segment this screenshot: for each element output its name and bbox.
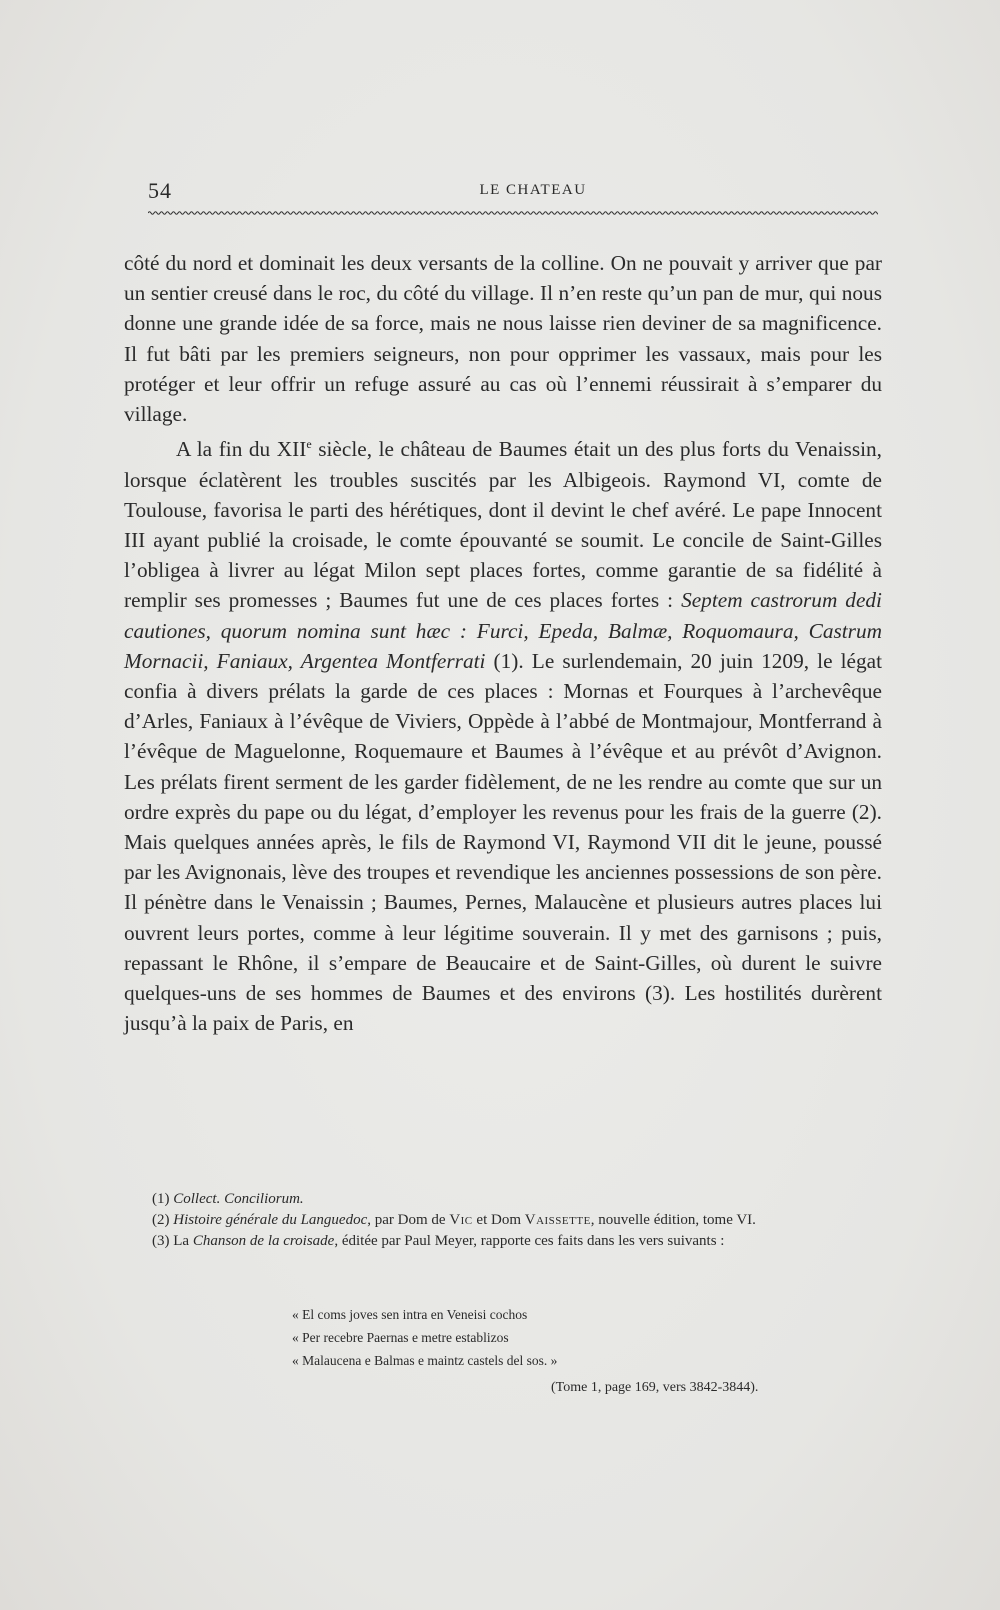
verse-citation: (Tome 1, page 169, vers 3842-3844). xyxy=(551,1380,759,1395)
verse-line: « Malaucena e Balmas e maintz castels del sos. » xyxy=(292,1353,558,1368)
running-title: LE CHATEAU xyxy=(479,182,587,198)
footnotes xyxy=(124,1189,880,1252)
verse-line: « El coms joves sen intra en Veneisi cochos xyxy=(292,1307,528,1322)
decorative-wavy-rule xyxy=(148,210,878,216)
verse-line: « Per recebre Paernas e metre establizos xyxy=(292,1330,509,1345)
page-header xyxy=(148,178,878,208)
paragraph-2: A la fin du XIIe siècle, le château de Baumes était un des plus forts du Venaissin, lorsque éclatèrent les troubles suscités par les Albigeois. Raymond VI, comte de Toulouse, favorisa le parti des hérétiques, dont il devint le chef avéré. Le pape Innocent III ayant publié la croisade, le comte épouvanté se soumit. Le concile de Saint-Gilles l’obligea à livrer au légat Milon sept places fortes, comme garantie de sa fidélité à remplir ses promesses ; Baumes fut une de ces places fortes : Septem castrorum dedi cautiones, quorum nomina sunt hæc : Furci, Epeda, Balmæ, Roquomaura, Castrum Mornacii, Faniaux, Argentea Montferrati (1). Le surlendemain, 20 juin 1209, le légat confia à divers prélats la garde de ces places : Mornas et Fourques à l’archevêque d’Arles, Faniaux à l’évêque de Viviers, Oppède à l’abbé de Montmajour, Montferrand à l’évêque de Maguelonne, Roquemaure et Baumes à l’évêque et au prévôt d’Avignon. Les prélats firent serment de les garder fidèlement, de ne les rendre au comte que sur un ordre exprès du pape ou du légat, d’employer les revenus pour les frais de la guerre (2). Mais quelques années après, le fils de Raymond VI, Raymond VII dit le jeune, poussé par les Avignonais, lève des troupes et revendique les anciennes possessions de son père. Il pénètre dans le Venaissin ; Baumes, Pernes, Malaucène et plusieurs autres places lui ouvrent leurs portes, comme à leur légitime souverain. Il y met des garnisons ; puis, repassant le Rhône, il s’empare de Beaucaire et de Saint-Gilles, où durent le suivre quelques-uns de ses hommes de Baumes et des environs (3). Les hostilités durèrent jusqu’à la paix de Paris, en xyxy=(124,437,883,1036)
main-text xyxy=(124,248,882,1038)
footnote-3: (3) La Chanson de la croisade, éditée par Paul Meyer, rapporte ces faits dans les vers suivants : xyxy=(152,1233,725,1249)
footnote-1: (1) Collect. Conciliorum. xyxy=(152,1191,304,1207)
footnote-2: (2) Histoire générale du Languedoc, par Dom de Vic et Dom Vaissette, nouvelle édition, tome VI. xyxy=(152,1212,756,1228)
page-number: 54 xyxy=(148,178,172,203)
verse-quotation xyxy=(292,1303,772,1372)
latin-quote: Septem castrorum dedi cautiones, quorum nomina sunt hæc : Furci, Epeda, Balmæ, Roquomaura, Castrum Mornacii, Faniaux, Argentea Montferrati xyxy=(124,588,882,673)
paragraph-1: côté du nord et dominait les deux versants de la colline. On ne pouvait y arriver que par un sentier creusé dans le roc, du côté du village. Il n’en reste qu’un pan de mur, qui nous donne une grande idée de sa force, mais ne nous laisse rien deviner de sa magnificence. Il fut bâti par les premiers seigneurs, non pour opprimer les vassaux, mais pour les protéger et leur offrir un refuge assuré au cas où l’ennemi réussirait à s’emparer du village. xyxy=(124,251,882,427)
